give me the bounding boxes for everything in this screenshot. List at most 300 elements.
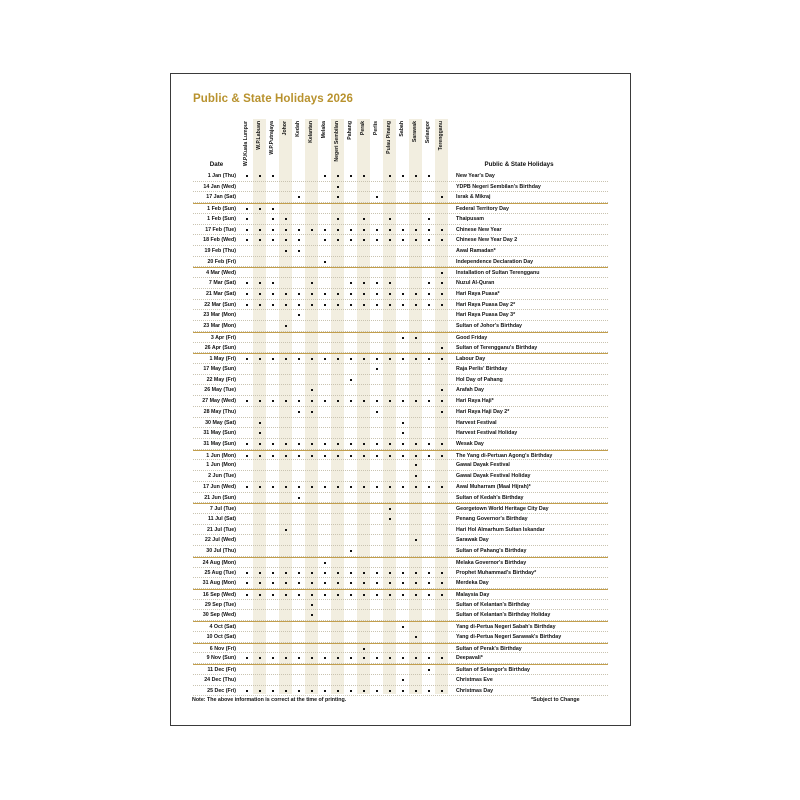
holiday-marker [337,186,339,188]
holiday-name: Melaka Governor's Birthday [456,559,527,566]
holiday-date: 29 Sep (Tue) [204,601,236,608]
holiday-marker [415,690,417,692]
table-row [193,353,608,364]
holiday-name: Independence Declaration Day [456,258,534,265]
holiday-name: Awal Muharram (Maal Hijrah)* [456,483,531,490]
holiday-marker [285,486,287,488]
holiday-date: 26 May (Tue) [204,387,236,394]
holiday-marker [389,358,391,360]
holiday-marker [428,175,430,177]
holiday-marker [350,304,352,306]
holiday-marker [298,400,300,402]
holiday-marker [324,293,326,295]
table-row [193,535,608,546]
holiday-date: 22 May (Fri) [206,376,236,383]
holiday-name: Sultan of Johor's Birthday [456,323,523,330]
holiday-marker [402,422,404,424]
holiday-name: Harvest Festival [456,419,497,426]
holiday-marker [376,455,378,457]
holiday-marker [259,175,261,177]
state-header [266,121,279,167]
holiday-marker [389,594,391,596]
table-row [193,664,608,675]
holiday-marker [311,572,313,574]
holiday-date: 21 Jul (Tue) [206,526,236,533]
holiday-marker [324,261,326,263]
holiday-name: Yang di-Pertua Negeri Sarawak's Birthday [456,633,562,640]
holiday-marker [376,572,378,574]
holiday-marker [337,229,339,231]
holiday-marker [376,368,378,370]
holiday-marker [337,218,339,220]
holiday-marker [402,337,404,339]
holiday-marker [415,229,417,231]
holiday-marker [363,486,365,488]
holiday-marker [389,508,391,510]
table-row [193,214,608,225]
holiday-marker [285,657,287,659]
holiday-marker [415,400,417,402]
holiday-marker [272,282,274,284]
holiday-marker [272,594,274,596]
state-header [396,121,409,167]
holiday-date: 17 Jun (Wed) [203,483,236,490]
table-row [193,225,608,236]
holiday-marker [246,455,248,457]
holiday-marker [272,455,274,457]
state-header-label: Terengganu [438,121,444,151]
holiday-marker [259,422,261,424]
holiday-marker [441,239,443,241]
state-header [422,121,435,167]
holiday-marker [298,486,300,488]
holiday-marker [415,582,417,584]
holiday-date: 22 Jul (Wed) [204,537,236,544]
holiday-marker [428,455,430,457]
holiday-name: Penang Governor's Birthday [456,516,528,522]
holiday-date: 16 Sep (Wed) [202,592,236,599]
holiday-marker [298,443,300,445]
holiday-marker [441,400,443,402]
state-header-label: Pahang [347,121,353,140]
holiday-marker [259,582,261,584]
state-header-label: Kedah [295,121,301,137]
holiday-marker [337,657,339,659]
holiday-marker [337,594,339,596]
state-header [331,121,344,167]
holiday-table [193,171,608,696]
holiday-date: 1 Jun (Mon) [206,462,236,469]
holiday-marker [298,455,300,457]
state-header [370,121,383,167]
holiday-marker [246,304,248,306]
holiday-name: The Yang di-Pertuan Agong's Birthday [456,452,553,459]
holiday-marker [428,443,430,445]
holiday-marker [363,648,365,650]
holiday-name: Malaysia Day [456,592,490,599]
holiday-marker [441,293,443,295]
page-title: Public & State Holidays 2026 [193,93,354,105]
holiday-marker [389,229,391,231]
holiday-marker [350,657,352,659]
holiday-marker [402,239,404,241]
holiday-marker [376,690,378,692]
holiday-marker [402,455,404,457]
table-row [193,375,608,386]
holiday-marker [389,293,391,295]
holiday-name: Nuzul Al-Quran [456,280,495,287]
holiday-date: 17 May (Sun) [203,365,236,372]
holiday-marker [337,239,339,241]
holiday-marker [272,208,274,210]
holiday-marker [285,218,287,220]
calendar-page [170,73,631,726]
holiday-marker [311,582,313,584]
holiday-date: 31 May (Sun) [203,430,236,437]
holiday-marker [376,443,378,445]
state-header-label: Sabah [399,121,405,137]
holiday-marker [324,175,326,177]
holiday-marker [415,539,417,541]
holiday-marker [324,304,326,306]
holiday-marker [259,358,261,360]
holiday-marker [389,239,391,241]
holiday-marker [259,572,261,574]
holiday-marker [272,229,274,231]
holiday-name: Hari Raya Puasa* [456,290,500,297]
holiday-date: 20 Feb (Fri) [207,258,236,265]
table-row [193,203,608,214]
holiday-marker [415,475,417,477]
holiday-marker [246,572,248,574]
holiday-marker [363,572,365,574]
holiday-marker [415,464,417,466]
holiday-marker [350,175,352,177]
holiday-marker [350,594,352,596]
holiday-marker [298,250,300,252]
holiday-name: Raja Perlis' Birthday [456,365,508,372]
table-row [193,396,608,407]
holiday-marker [363,218,365,220]
holiday-marker [285,400,287,402]
footnote: Note: The above information is correct at the time of printing. [192,697,347,703]
holiday-marker [363,690,365,692]
holiday-marker [324,562,326,564]
table-row [193,439,608,450]
holiday-marker [285,358,287,360]
holiday-date: 4 Oct (Sat) [209,624,236,631]
holiday-marker [311,282,313,284]
holiday-marker [402,572,404,574]
holiday-marker [441,443,443,445]
holiday-marker [415,304,417,306]
holiday-name: Hari Raya Haji Day 2* [456,408,510,415]
holiday-name: Wesak Day [456,440,484,447]
holiday-marker [389,282,391,284]
table-row [193,428,608,439]
table-row [193,321,608,332]
holiday-marker [402,582,404,584]
holiday-marker [337,400,339,402]
holiday-marker [259,594,261,596]
holiday-marker [285,690,287,692]
holiday-marker [311,486,313,488]
holiday-marker [389,486,391,488]
holiday-marker [363,657,365,659]
holiday-marker [298,657,300,659]
holiday-marker [311,455,313,457]
holiday-marker [298,304,300,306]
table-row [193,385,608,396]
holiday-marker [363,239,365,241]
holiday-name: Sultan of Terengganu's Birthday [456,344,538,351]
holiday-marker [259,208,261,210]
holiday-date: 17 Feb (Tue) [205,226,236,233]
table-row [193,471,608,482]
holiday-marker [363,282,365,284]
holiday-marker [402,679,404,681]
holiday-marker [389,304,391,306]
holiday-marker [363,229,365,231]
holiday-name: Chinese New Year [456,226,502,233]
holiday-marker [350,455,352,457]
holiday-marker [376,196,378,198]
holiday-date: 7 Jul (Tue) [209,506,236,513]
holiday-name: Hari Raya Puasa Day 2* [456,301,516,308]
holiday-name: Hari Raya Haji* [456,398,494,405]
state-header [240,121,253,167]
holiday-marker [350,229,352,231]
holiday-name: Israk & Mikraj [456,194,491,201]
holiday-marker [285,325,287,327]
table-row [193,310,608,321]
holiday-marker [441,572,443,574]
table-row [193,267,608,278]
holiday-marker [363,175,365,177]
table-row [193,278,608,289]
table-row [193,610,608,621]
holiday-marker [415,239,417,241]
table-row [193,600,608,611]
holiday-date: 17 Jan (Sat) [206,194,236,201]
holiday-name: Hari Raya Puasa Day 3* [456,312,516,319]
holiday-marker [272,690,274,692]
state-header-label: Pulau Pinang [386,121,392,154]
state-header [435,121,448,167]
holiday-marker [298,690,300,692]
holiday-name: Merdeka Day [456,580,489,587]
holiday-marker [311,604,313,606]
table-row [193,632,608,643]
holiday-marker [428,669,430,671]
holiday-marker [389,690,391,692]
holiday-marker [389,218,391,220]
holiday-marker [246,358,248,360]
holiday-marker [285,443,287,445]
holiday-marker [272,293,274,295]
holiday-marker [285,529,287,531]
holiday-marker [324,239,326,241]
holiday-marker [363,582,365,584]
table-row [193,482,608,493]
holiday-marker [246,218,248,220]
holiday-marker [428,582,430,584]
holiday-marker [389,518,391,520]
holiday-marker [441,229,443,231]
holiday-date: 24 Dec (Thu) [204,676,236,683]
holiday-marker [285,582,287,584]
holiday-marker [428,293,430,295]
holiday-marker [415,657,417,659]
state-header-label: Perlis [373,121,379,136]
state-header-label: Sarawak [412,121,418,143]
holiday-date: 9 Nov (Sun) [206,655,236,662]
holiday-marker [337,304,339,306]
holiday-date: 26 Apr (Sun) [204,344,236,351]
holiday-marker [272,304,274,306]
holiday-date: 2 Jun (Tue) [208,473,236,480]
holiday-marker [272,175,274,177]
holiday-marker [441,690,443,692]
holiday-marker [246,657,248,659]
holiday-date: 30 May (Sat) [205,419,236,426]
holiday-marker [285,229,287,231]
holiday-marker [363,293,365,295]
holiday-date: 30 Sep (Wed) [202,612,236,619]
holiday-marker [298,239,300,241]
holiday-marker [259,400,261,402]
holiday-marker [415,293,417,295]
holiday-marker [350,443,352,445]
holiday-marker [350,582,352,584]
holiday-marker [298,229,300,231]
holiday-marker [311,389,313,391]
holiday-marker [389,175,391,177]
table-row [193,332,608,343]
holiday-marker [428,282,430,284]
holiday-marker [441,389,443,391]
holiday-date: 28 May (Thu) [203,408,236,415]
holiday-date: 10 Oct (Sat) [206,633,236,640]
holiday-marker [428,229,430,231]
holiday-date: 19 Feb (Thu) [204,248,236,255]
holiday-marker [272,239,274,241]
holiday-marker [363,304,365,306]
holiday-marker [350,572,352,574]
holiday-marker [376,304,378,306]
holiday-name: Installation of Sultan Terengganu [456,270,540,277]
holiday-marker [389,657,391,659]
table-row [193,525,608,536]
holiday-marker [376,411,378,413]
holiday-marker [402,690,404,692]
holiday-marker [259,304,261,306]
state-header [305,121,318,167]
holiday-marker [246,443,248,445]
holiday-date: 22 Mar (Sun) [204,301,236,308]
holiday-date: 1 May (Fri) [209,356,236,363]
state-header-label: Negeri Sembilan [334,121,340,162]
holiday-marker [402,229,404,231]
holiday-name: Prophet Muhammad's Birthday* [456,569,537,576]
table-row [193,621,608,632]
holiday-date: 14 Jan (Wed) [203,183,236,190]
holiday-marker [389,582,391,584]
holiday-name: Christmas Day [456,687,494,694]
holiday-marker [272,582,274,584]
holiday-marker [311,443,313,445]
holiday-marker [246,486,248,488]
holiday-marker [298,314,300,316]
state-header [383,121,396,167]
holiday-marker [441,272,443,274]
table-row [193,568,608,579]
holiday-name: Federal Territory Day [456,206,509,213]
holiday-marker [298,572,300,574]
holiday-marker [285,293,287,295]
holiday-name: Gawai Dayak Festival Holiday [456,473,531,480]
holiday-marker [259,239,261,241]
holiday-marker [428,304,430,306]
holiday-marker [428,572,430,574]
holiday-marker [402,175,404,177]
holiday-marker [298,293,300,295]
table-row [193,493,608,504]
holiday-marker [376,657,378,659]
holiday-name: Sultan of Kelantan's Birthday Holiday [456,612,551,619]
holiday-date: 1 Feb (Sun) [207,215,236,222]
holiday-name: Georgetown World Heritage City Day [456,506,549,513]
holiday-marker [337,358,339,360]
holiday-marker [298,358,300,360]
table-row [193,289,608,300]
holiday-marker [272,358,274,360]
holiday-marker [337,293,339,295]
holiday-marker [428,218,430,220]
holiday-name: Awal Ramadan* [456,248,496,255]
table-row [193,418,608,429]
holiday-marker [324,455,326,457]
holiday-marker [376,358,378,360]
table-row [193,171,608,182]
holiday-marker [285,250,287,252]
holiday-marker [259,229,261,231]
holiday-marker [363,455,365,457]
holiday-marker [259,282,261,284]
state-header-label: Perak [360,121,366,136]
holiday-name: Gawai Dayak Festival [456,462,510,469]
holiday-marker [376,229,378,231]
holiday-marker [337,582,339,584]
holiday-date: 1 Jun (Mon) [206,452,236,459]
holiday-marker [272,443,274,445]
holiday-marker [311,411,313,413]
holiday-marker [376,582,378,584]
holiday-date: 11 Jul (Sat) [208,516,236,522]
holiday-marker [376,486,378,488]
state-header [344,121,357,167]
holiday-marker [298,582,300,584]
holiday-marker [311,657,313,659]
holiday-marker [246,690,248,692]
holiday-marker [402,293,404,295]
holiday-marker [350,282,352,284]
holiday-marker [428,239,430,241]
holiday-name: Christmas Eve [456,676,493,683]
holiday-marker [415,572,417,574]
holiday-marker [402,657,404,659]
holiday-marker [428,657,430,659]
